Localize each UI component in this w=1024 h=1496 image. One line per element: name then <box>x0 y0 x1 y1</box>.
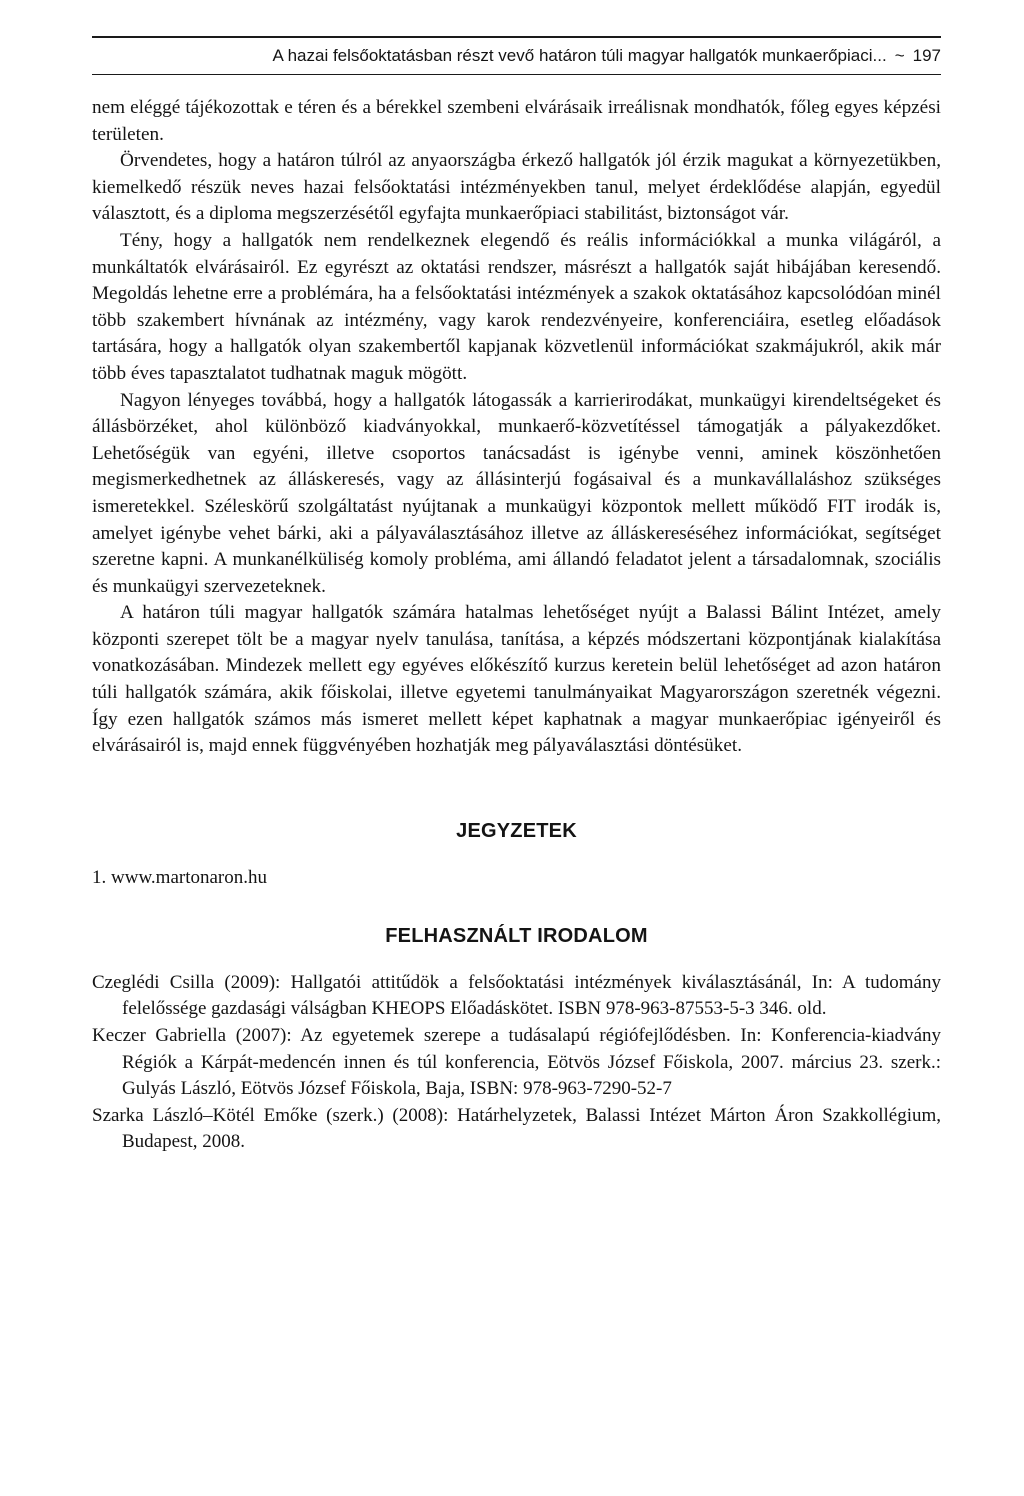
references-heading: FELHASZNÁLT IRODALOM <box>385 924 648 947</box>
notes-heading: JEGYZETEK <box>456 819 577 842</box>
running-header <box>92 36 941 75</box>
header-separator: ~ <box>894 46 905 65</box>
paragraph: nem eléggé tájékozottak e téren és a bérekkel szembeni elvárásaik irreálisnak mondhatók, főleg egyes képzési területen. <box>92 97 941 145</box>
reference-item: Keczer Gabriella (2007): Az egyetemek szerepe a tudásalapú régiófejlődésben. In: Konferencia-kiadvány Régiók a Kárpát-medencén innen és túl konferencia, Eötvös József Főiskola, 2007. március 23. szerk.: Gulyás László, Eötvös József Főiskola, Baja, ISBN: 978-963-7290-52-7 <box>92 1025 941 1100</box>
running-title: A hazai felsőoktatásban részt vevő határon túli magyar hallgatók munkaerőpiaci... <box>272 46 887 65</box>
reference-item: Czeglédi Csilla (2009): Hallgatói attitűdök a felsőoktatási intézmények kiválasztásánál, In: A tudomány felelőssége gazdasági válságban KHEOPS Előadáskötet. ISBN 978-963-87553-5-3 346. old. <box>92 971 941 1020</box>
reference-item: Szarka László–Kötél Emőke (szerk.) (2008): Határhelyzetek, Balassi Intézet Márton Áron Szakkollégium, Budapest, 2008. <box>92 1104 941 1153</box>
paragraph: A határon túli magyar hallgatók számára hatalmas lehetőséget nyújt a Balassi Bálint Intézet, amely központi szerepet tölt be a magyar nyelv tanulása, tanítása, a képzés módszertani központjának kialakítása vonatkozásában. Mindezek mellett egy egyéves előkészítő kurzus keretein belül lehetőséget ad azon határon túli hallgatók számára, akik főiskolai, illetve egyetemi tanulmányaikat Magyarországon szeretnék végezni. Így ezen hallgatók számos más ismeret mellett képet kaphatnak a magyar munkaerőpiac igényeiről és elvárásairól is, majd ennek függvényében hozhatják meg pályaválasztási döntésüket. <box>92 602 941 757</box>
body-text <box>92 95 941 760</box>
paragraph: Tény, hogy a hallgatók nem rendelkeznek elegendő és reális információkkal a munka világáról, a munkáltatók elvárásairól. Ez egyrészt az oktatási rendszer, másrészt a hallgatók saját hibájában keresendő. Megoldás lehetne erre a problémára, ha a felsőoktatási intézmények a szakok oktatásához kapcsolódóan minél több szakembert hívnának az intézmény, vagy karok rendezvényeire, konferenciáira, esetleg előadások tartására, hogy a hallgatók olyan szakembertől kapjanak közvetlenül információkat szakmájukról, akik már több éves tapasztalatot tudhatnak maguk mögött. <box>92 229 941 384</box>
reference-list <box>92 970 941 1156</box>
page-number: 197 <box>912 46 941 65</box>
note-item: 1. www.martonaron.hu <box>92 866 268 888</box>
page <box>92 36 941 1156</box>
paragraph: Örvendetes, hogy a határon túlról az anyaországba érkező hallgatók jól érzik magukat a környezetükben, kiemelkedő részük neves hazai felsőoktatási intézményekben tanul, melyet érdeklődése alapján, egyedül választott, és a diploma megszerzésétől egyfajta munkaerőpiaci stabilitást, biztonságot vár. <box>92 150 941 225</box>
paragraph: Nagyon lényeges továbbá, hogy a hallgatók látogassák a karrierirodákat, munkaügyi kirendeltségeket és állásbörzéket, ahol különböző kiadványokkal, munkaerő-közvetítéssel támogatják a pályakezdőket. Lehetőségük van egyéni, illetve csoportos tanácsadást is igénybe venni, aminek köszönhetően megismerkedhetnek az álláskeresés, vagy az állásinterjú fogásaival és a munkavállaláshoz szükséges ismeretekkel. Széleskörű szolgáltatást nyújtanak a munkaügyi központok mellett működő FIT irodák is, amelyet igénybe vehet bárki, aki a pályaválasztásához illetve az álláskereséséhez információkat, segítséget szeretne kapni. A munkanélküliség komoly probléma, ami állandó feladatot jelent a társadalomnak, szociális és munkaügyi szervezeteknek. <box>92 389 941 597</box>
